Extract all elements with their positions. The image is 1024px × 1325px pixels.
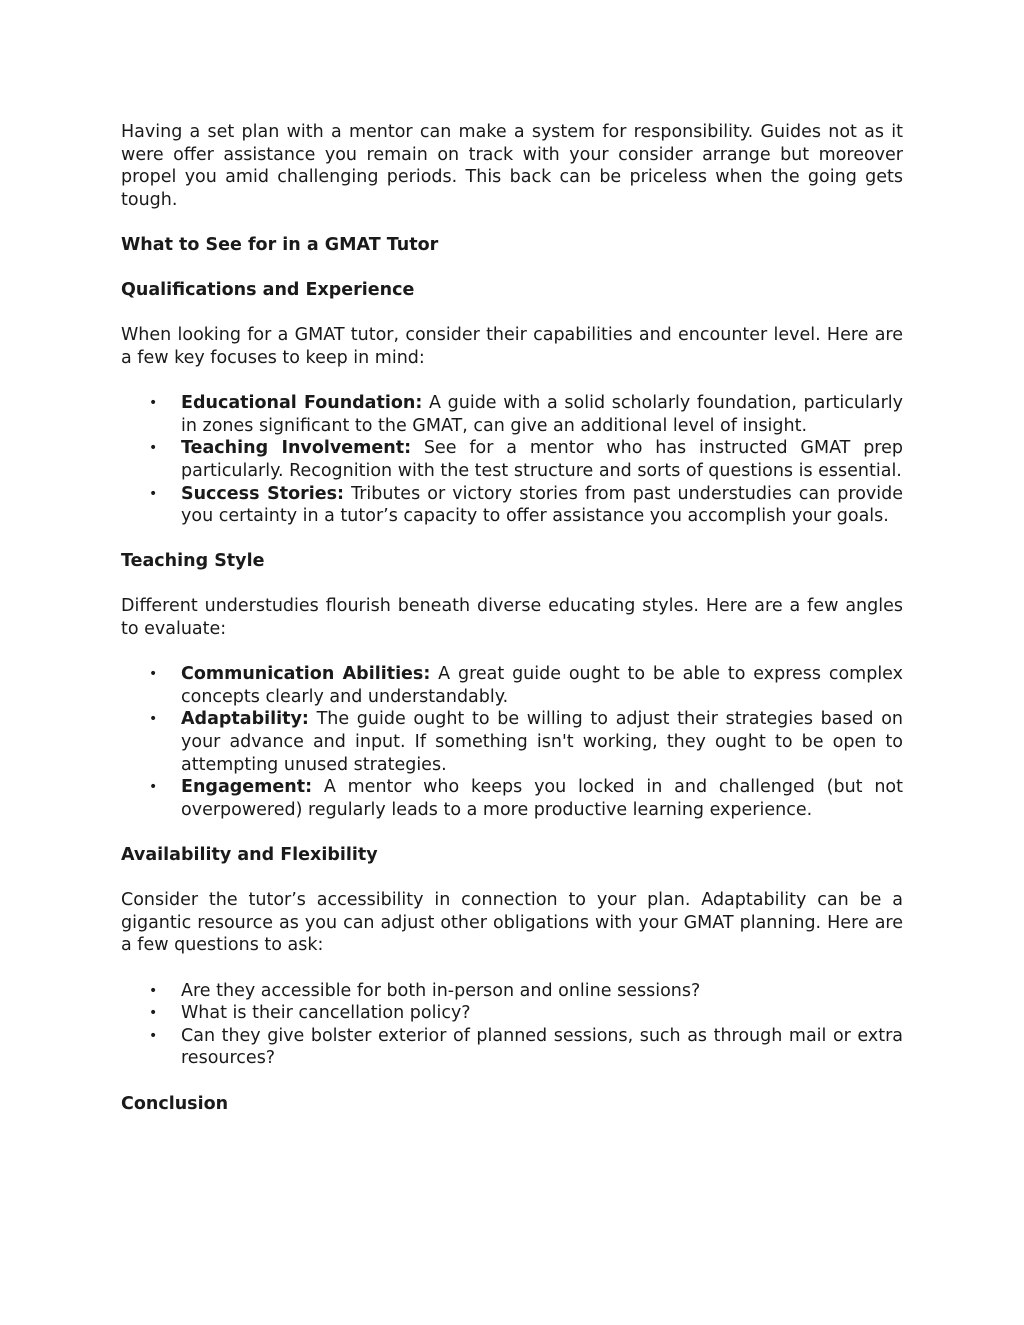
qualifications-intro: When looking for a GMAT tutor, consider their capabilities and encounter level. Here are a few key focuses to keep in mind: bbox=[121, 325, 903, 368]
teaching-style-list bbox=[121, 663, 903, 821]
bullet-icon: • bbox=[149, 440, 158, 457]
item-label: Teaching Involvement: bbox=[181, 438, 412, 459]
section-title: What to See for in a GMAT Tutor bbox=[121, 234, 439, 255]
item-text: A great guide ought to be able to express complex concepts clearly and understandably. bbox=[181, 664, 903, 707]
bullet-icon: • bbox=[149, 1005, 158, 1022]
list-item bbox=[121, 392, 903, 437]
bullet-icon: • bbox=[149, 711, 158, 728]
intro-paragraph: Having a set plan with a mentor can make a system for responsibility. Guides not as it were offer assistance you remain on track with your consider arrange but moreover propel you amid challenging periods. This back can be priceless when the going gets tough. bbox=[121, 122, 903, 210]
bullet-icon: • bbox=[149, 779, 158, 796]
item-text: What is their cancellation policy? bbox=[181, 1003, 471, 1024]
item-label: Educational Foundation: bbox=[181, 393, 423, 414]
qualifications-heading: Qualifications and Experience bbox=[121, 280, 415, 301]
item-text: A mentor who keeps you locked in and challenged (but not overpowered) regularly leads to a more productive learning experience. bbox=[181, 777, 903, 820]
availability-list bbox=[121, 980, 903, 1070]
bullet-icon: • bbox=[149, 395, 158, 412]
list-item bbox=[121, 1002, 903, 1025]
item-text: The guide ought to be willing to adjust their strategies based on your advance and input. If something isn't working, they ought to be open to attempting unused strategies. bbox=[181, 709, 903, 775]
list-item bbox=[121, 663, 903, 708]
bullet-icon: • bbox=[149, 1027, 158, 1044]
item-label: Engagement: bbox=[181, 777, 313, 798]
item-text: Can they give bolster exterior of planned sessions, such as through mail or extra resources? bbox=[181, 1025, 903, 1069]
item-text: Are they accessible for both in-person and online sessions? bbox=[181, 980, 701, 1001]
availability-heading: Availability and Flexibility bbox=[121, 845, 378, 865]
teaching-style-intro: Different understudies flourish beneath diverse educating styles. Here are a few angles to evaluate: bbox=[121, 596, 903, 640]
conclusion-heading: Conclusion bbox=[121, 1093, 229, 1114]
teaching-style-heading: Teaching Style bbox=[121, 551, 265, 572]
item-text: Tributes or victory stories from past understudies can provide you certainty in a tutor’s capacity to offer assistance you accomplish your goals. bbox=[181, 483, 904, 527]
availability-intro: Consider the tutor’s accessibility in connection to your plan. Adaptability can be a gigantic resource as you can adjust other obligations with your GMAT planning. Here are a few questions to ask: bbox=[121, 890, 903, 956]
item-label: Communication Abilities: bbox=[181, 664, 431, 685]
item-text: See for a mentor who has instructed GMAT prep particularly. Recognition with the test structure and sorts of questions is essential. bbox=[181, 438, 903, 481]
bullet-icon: • bbox=[149, 666, 158, 683]
qualifications-list bbox=[121, 392, 903, 528]
list-item bbox=[121, 980, 903, 1003]
bullet-icon: • bbox=[149, 982, 158, 999]
item-text: A guide with a solid scholarly foundation, particularly in zones significant to the GMAT, can give an additional level of insight. bbox=[181, 393, 904, 436]
item-label: Success Stories: bbox=[181, 483, 345, 504]
list-item bbox=[121, 776, 903, 821]
item-label: Adaptability: bbox=[181, 709, 309, 730]
document-page bbox=[121, 121, 903, 1115]
bullet-icon: • bbox=[149, 485, 158, 502]
list-item bbox=[121, 437, 903, 482]
list-item bbox=[121, 483, 903, 528]
list-item bbox=[121, 708, 903, 776]
list-item bbox=[121, 1025, 903, 1070]
